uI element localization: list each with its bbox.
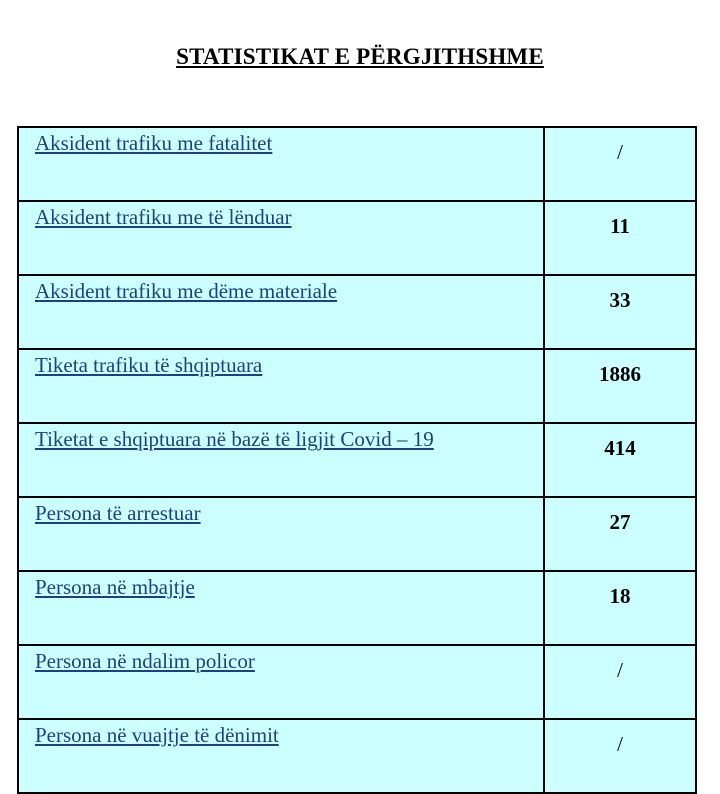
row-label[interactable]: Persona në mbajtje (18, 571, 544, 645)
table-row (18, 497, 696, 571)
row-label[interactable]: Tiketat e shqiptuara në bazë të ligjit Covid – 19 (18, 423, 544, 497)
table-row (18, 127, 696, 201)
row-value: 27 (544, 497, 696, 571)
row-label[interactable]: Persona të arrestuar (18, 497, 544, 571)
row-label[interactable]: Tiketa trafiku të shqiptuara (18, 349, 544, 423)
row-label[interactable]: Persona në ndalim policor (18, 645, 544, 719)
table-row (18, 423, 696, 497)
row-value: / (544, 645, 696, 719)
row-value: / (544, 719, 696, 793)
row-value: 1886 (544, 349, 696, 423)
row-label[interactable]: Aksident trafiku me dëme materiale (18, 275, 544, 349)
row-value: 414 (544, 423, 696, 497)
table-row (18, 275, 696, 349)
statistics-table (17, 126, 697, 794)
row-label[interactable]: Aksident trafiku me fatalitet (18, 127, 544, 201)
row-value: 18 (544, 571, 696, 645)
row-value: 33 (544, 275, 696, 349)
table-row (18, 719, 696, 793)
table-row (18, 201, 696, 275)
row-value: / (544, 127, 696, 201)
table-row (18, 349, 696, 423)
table-row (18, 645, 696, 719)
row-label[interactable]: Persona në vuajtje të dënimit (18, 719, 544, 793)
row-value: 11 (544, 201, 696, 275)
row-label[interactable]: Aksident trafiku me të lënduar (18, 201, 544, 275)
table-row (18, 571, 696, 645)
page-title: STATISTIKAT E PËRGJITHSHME (176, 44, 544, 69)
